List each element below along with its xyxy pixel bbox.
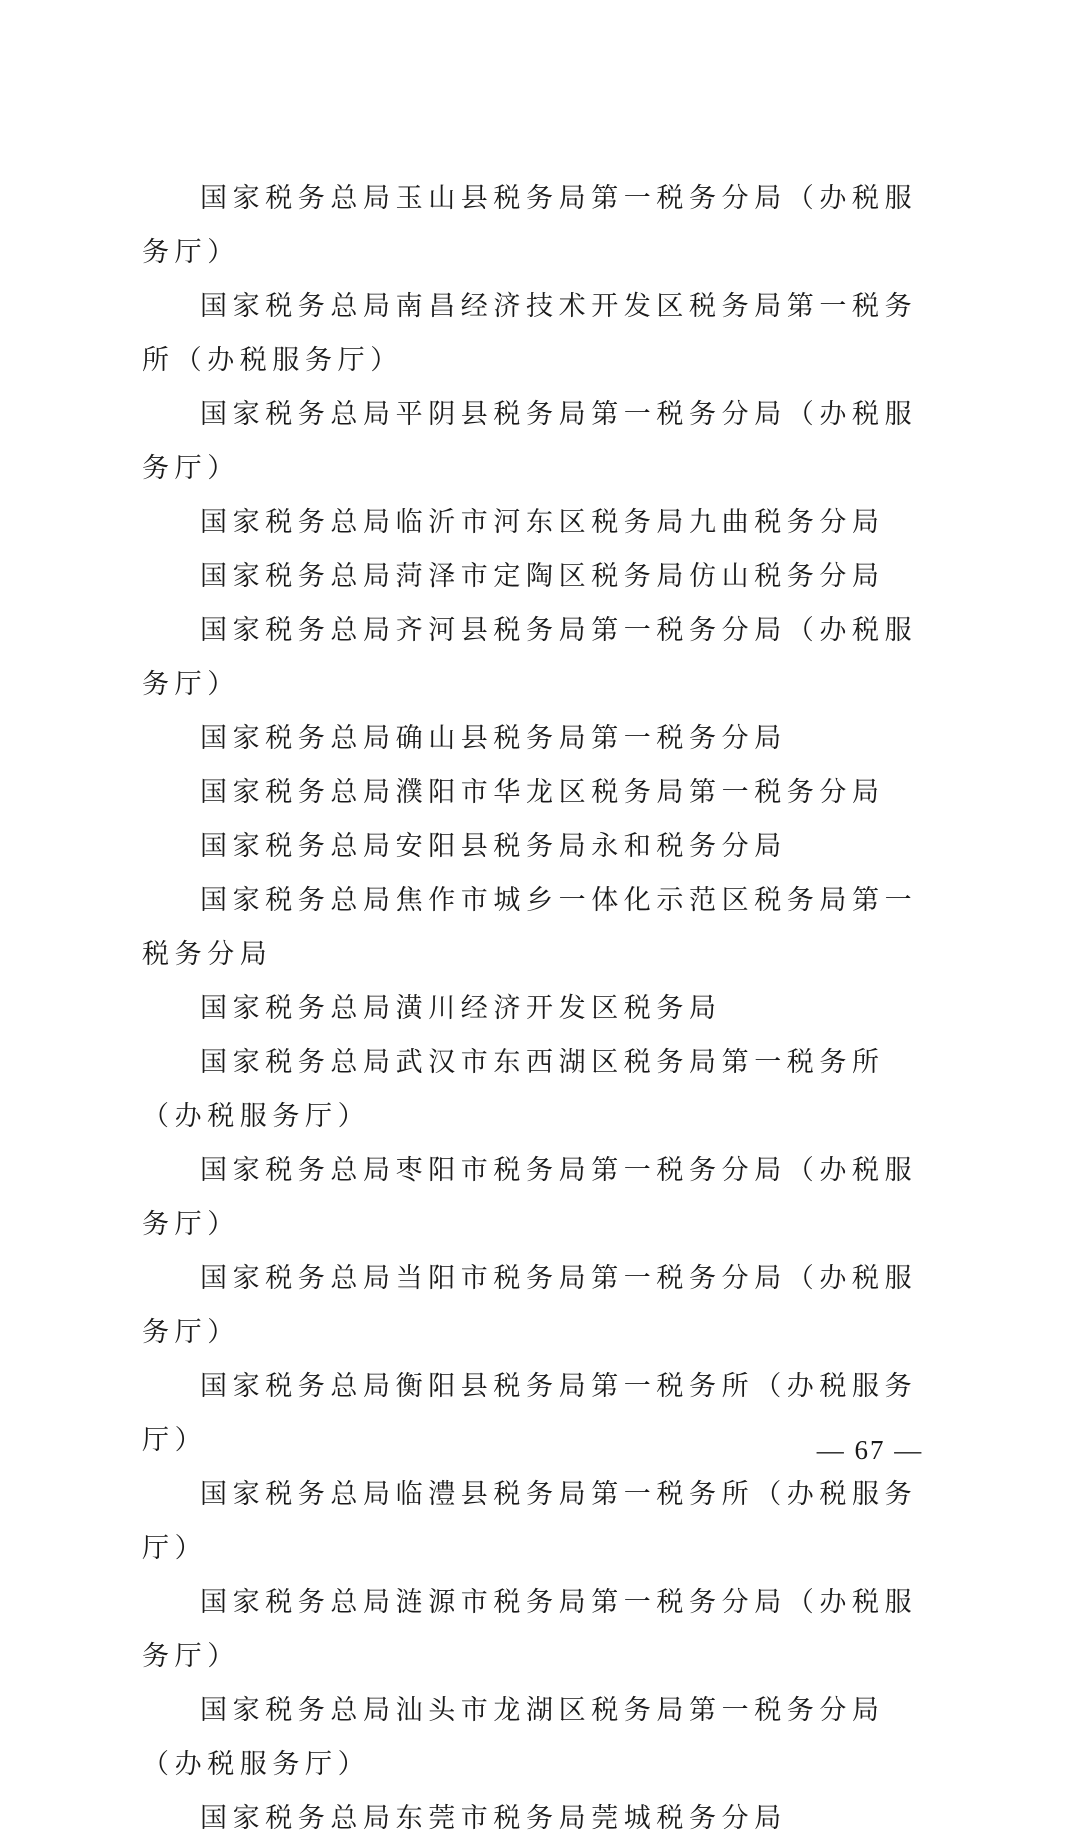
list-item: 国家税务总局临澧县税务局第一税务所（办税服务厅） — [142, 1479, 918, 1564]
list-item: 国家税务总局东莞市税务局莞城税务分局 — [200, 1803, 787, 1834]
list-item: 国家税务总局武汉市东西湖区税务局第一税务所（办税服务厅） — [142, 1047, 885, 1132]
list-item: 国家税务总局濮阳市华龙区税务局第一税务分局 — [200, 777, 885, 808]
list-item: 国家税务总局焦作市城乡一体化示范区税务局第一税务分局 — [142, 885, 918, 970]
list-item: 国家税务总局玉山县税务局第一税务分局（办税服务厅） — [142, 183, 918, 268]
page-number: — 67 — — [816, 1435, 924, 1465]
list-item: 国家税务总局齐河县税务局第一税务分局（办税服务厅） — [142, 615, 918, 700]
list-item: 国家税务总局汕头市龙湖区税务局第一税务分局（办税服务厅） — [142, 1695, 885, 1780]
list-item: 国家税务总局安阳县税务局永和税务分局 — [200, 831, 787, 862]
list-item: 国家税务总局衡阳县税务局第一税务所（办税服务厅） — [142, 1371, 918, 1456]
list-item: 国家税务总局南昌经济技术开发区税务局第一税务所（办税服务厅） — [142, 291, 918, 376]
list-item: 国家税务总局潢川经济开发区税务局 — [200, 993, 722, 1024]
list-item: 国家税务总局临沂市河东区税务局九曲税务分局 — [200, 507, 885, 538]
list-item: 国家税务总局涟源市税务局第一税务分局（办税服务厅） — [142, 1587, 918, 1672]
list-item: 国家税务总局菏泽市定陶区税务局仿山税务分局 — [200, 561, 885, 592]
list-item: 国家税务总局枣阳市税务局第一税务分局（办税服务厅） — [142, 1155, 918, 1240]
list-item: 国家税务总局当阳市税务局第一税务分局（办税服务厅） — [142, 1263, 918, 1348]
tax-office-list — [142, 172, 942, 1846]
list-item: 国家税务总局平阴县税务局第一税务分局（办税服务厅） — [142, 399, 918, 484]
list-item: 国家税务总局确山县税务局第一税务分局 — [200, 723, 787, 754]
